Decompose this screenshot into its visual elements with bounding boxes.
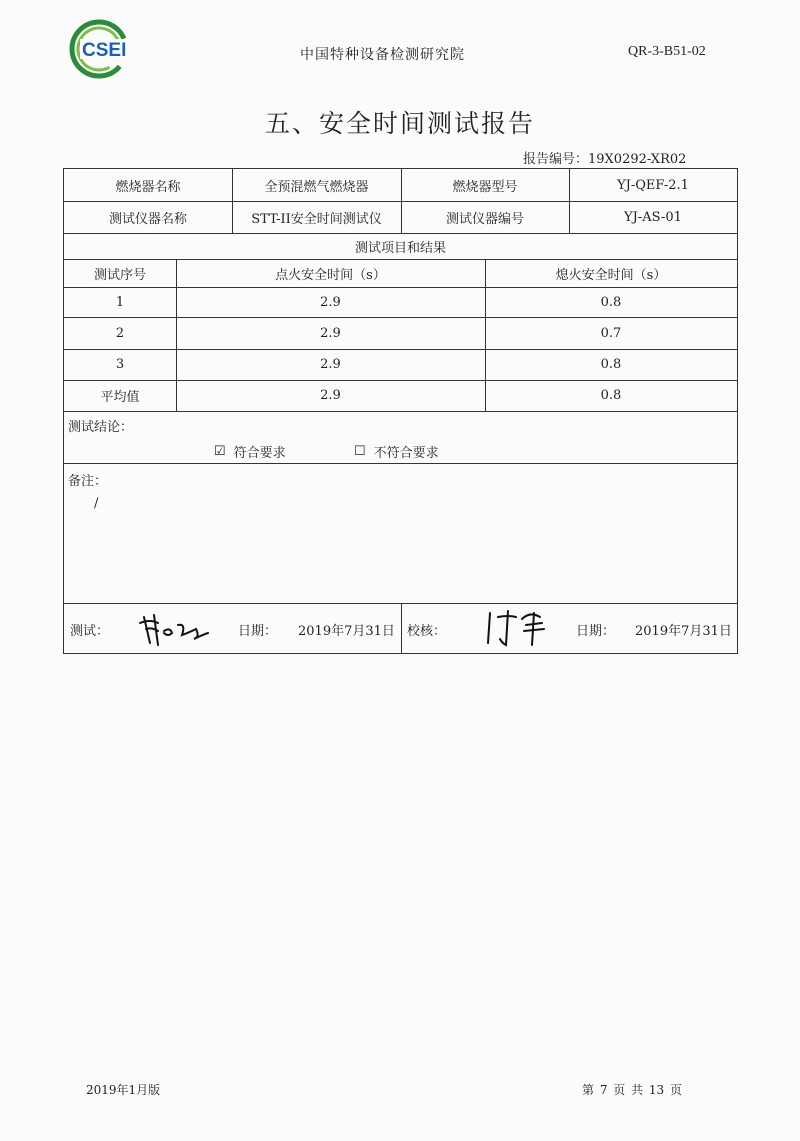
table-row-flameout: 0.8 [600, 357, 622, 372]
instrument-name-value: STT-II安全时间测试仪 [251, 211, 382, 227]
csei-logo [68, 18, 148, 80]
form-number: QR-3-B51-02 [628, 44, 706, 59]
remarks-value: / [94, 495, 99, 511]
tester-signature [136, 607, 216, 653]
report-table [63, 168, 738, 654]
conclusion-pass-option [214, 441, 286, 461]
instrument-name-label: 测试仪器名称 [108, 211, 187, 227]
table-row-seq: 1 [115, 294, 125, 310]
table-row-seq: 2 [115, 325, 125, 341]
col-header-seq: 测试序号 [93, 267, 146, 283]
average-row-ignition: 2.9 [320, 388, 341, 403]
date-label-2: 日期： [576, 623, 616, 639]
burner-model-label: 燃烧器型号 [452, 179, 518, 195]
results-section-title: 测试项目和结果 [354, 240, 446, 256]
svg-text:CSEI: CSEI [82, 40, 127, 61]
checked-box-icon: ☑ [214, 443, 226, 459]
org-name: 中国特种设备检测研究院 [300, 47, 465, 63]
pass-option-label: 符合要求 [233, 445, 286, 461]
tester-label: 测试： [70, 623, 110, 639]
conclusion-fail-option [354, 441, 439, 461]
table-row-flameout: 0.7 [600, 325, 622, 341]
remarks-label: 备注： [68, 473, 108, 489]
date-label-1: 日期： [238, 623, 278, 639]
fail-option-label: 不符合要求 [373, 445, 439, 461]
table-row-ignition: 2.9 [320, 325, 341, 341]
instrument-no-label: 测试仪器编号 [445, 211, 524, 227]
burner-name-label: 燃烧器名称 [115, 179, 181, 195]
report-number: 报告编号：19X0292-XR02 [523, 152, 687, 167]
col-header-ignition: 点火安全时间（s） [275, 267, 386, 283]
average-row-flameout: 0.8 [600, 388, 622, 403]
instrument-no-value: YJ-AS-01 [624, 209, 682, 225]
date-value-1: 2019年7月31日 [298, 623, 395, 639]
table-row-seq: 3 [115, 357, 125, 372]
average-row-label: 平均值 [100, 390, 140, 405]
unchecked-box-icon: ☐ [354, 443, 366, 459]
conclusion-label: 测试结论： [68, 419, 134, 435]
burner-model-value: YJ-QEF-2.1 [617, 177, 689, 193]
col-header-flameout: 熄火安全时间（s） [555, 267, 667, 283]
table-row-ignition: 2.9 [320, 294, 341, 310]
reviewer-signature [482, 605, 552, 653]
page-number: 第 7 页 共 13 页 [582, 1083, 682, 1097]
table-row-ignition: 2.9 [320, 357, 341, 372]
date-value-2: 2019年7月31日 [635, 623, 732, 639]
report-title: 五、安全时间测试报告 [264, 109, 535, 138]
reviewer-label: 校核： [407, 623, 447, 639]
edition-label: 2019年1月版 [86, 1083, 161, 1097]
table-row-flameout: 0.8 [600, 294, 622, 310]
burner-name-value: 全预混燃气燃烧器 [264, 179, 369, 195]
